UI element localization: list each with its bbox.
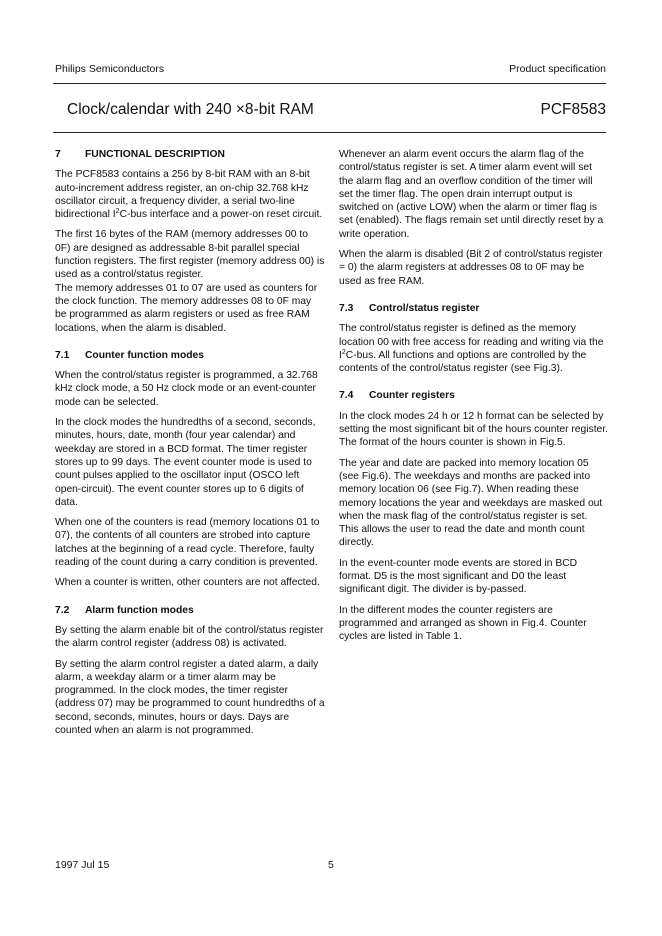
paragraph: In the different modes the counter registers are programmed and arranged as shown in Fig.4. Counter cycles are listed in Table 1.	[339, 604, 587, 643]
paragraph: By setting the alarm control register a dated alarm, a daily alarm, a weekday alarm or a timer alarm may be programmed. In the clock modes, the timer register (address 07) may be programmed to count hundredths of a second, seconds, minutes, hours or days. Days are counted when an alarm is not programmed.	[55, 658, 325, 736]
paragraph: Whenever an alarm event occurs the alarm flag of the control/status register is set. A timer alarm event will set the alarm flag and an overflow condition of the timer will set the timer flag. The open drain interrupt output is switched on (active LOW) when the alarm or timer flag is set (enabled). The flags remain set until directly reset by a write operation.	[339, 149, 604, 240]
section-number: 7.3	[339, 302, 354, 314]
page-number: 5	[328, 859, 334, 871]
paragraph: When the alarm is disabled (Bit 2 of control/status register = 0) the alarm registers at addresses 08 to 0F may be used as free RAM.	[339, 249, 603, 287]
document-title: Clock/calendar with 240 ×8-bit RAM	[67, 101, 314, 118]
text-run: The PCF8583 contains a 256 by 8-bit RAM with an 8-bit auto-increment address register, an on-chip 32.768 kHz oscillator circuit, a frequency divider, a serial two-line bidirectional I	[55, 169, 310, 221]
footer-date: 1997 Jul 15	[55, 859, 110, 871]
text-run: The control/status register is defined as the memory location 00 with free access for reading and writing via the I	[339, 323, 604, 361]
section-number: 7.1	[55, 349, 70, 361]
header-rule-bottom	[53, 132, 606, 133]
left-column	[55, 148, 325, 744]
paragraph: The memory addresses 01 to 07 are used as counters for the clock function. The memory addresses 08 to 0F may be programmed as alarm registers or used as free RAM locations, when the alarm is disabled.	[55, 282, 318, 334]
superscript: 2	[341, 348, 346, 356]
section-7-2-heading	[55, 604, 325, 617]
superscript: 2	[115, 208, 120, 216]
paragraph: When a counter is written, other counters are not affected.	[55, 577, 320, 589]
section-title: FUNCTIONAL DESCRIPTION	[85, 149, 225, 160]
document-type: Product specification	[509, 63, 606, 75]
company-name: Philips Semiconductors	[55, 63, 165, 75]
section-title: Counter function modes	[85, 349, 204, 361]
paragraph: By setting the alarm enable bit of the control/status register the alarm control register (address 08) is activated.	[55, 624, 324, 650]
section-number: 7	[55, 149, 61, 160]
right-column	[339, 148, 609, 651]
section-7-4-heading	[339, 389, 609, 402]
section-number: 7.4	[339, 390, 354, 402]
paragraph	[339, 322, 609, 375]
section-7-1-heading	[55, 349, 325, 362]
paragraph: The first 16 bytes of the RAM (memory addresses 00 to 0F) are designed as addressable 8-bit parallel special function registers. The first register (memory address 00) is used as a control/status register.	[55, 229, 325, 281]
section-number: 7.2	[55, 604, 70, 616]
header-rule-top	[53, 83, 606, 84]
paragraph: When one of the counters is read (memory locations 01 to 07), the contents of all counters are strobed into capture latches at the beginning of a read cycle. Therefore, faulty reading of the count during a carry condition is prevented.	[55, 517, 320, 569]
section-title: Counter registers	[369, 390, 455, 402]
section-title: Alarm function modes	[85, 604, 194, 616]
paragraph: In the event-counter mode events are stored in BCD format. D5 is the most significant and D0 the least significant digit. The divider is by-passed.	[339, 557, 578, 596]
section-7-heading	[55, 148, 325, 161]
paragraph: In the clock modes 24 h or 12 h format can be selected by setting the most significant bit of the hours counter register. The format of the hours counter is shown in Fig.5.	[339, 410, 609, 449]
section-title: Control/status register	[369, 302, 480, 314]
paragraph: The year and date are packed into memory location 05 (see Fig.6). The weekdays and months are packed into memory location 06 (see Fig.7). When reading these memory locations the year and weekdays are masked out when the mask flag of the control/status register is set. This allows the user to read the date and month count directly.	[339, 457, 603, 549]
text-run: C-bus. All functions and options are controlled by the contents of the control/status register (see Fig.3).	[339, 349, 587, 375]
paragraph	[55, 168, 325, 221]
text-run: C-bus interface and a power-on reset circuit.	[119, 209, 323, 221]
paragraph: When the control/status register is programmed, a 32.768 kHz clock mode, a 50 Hz clock mode or an event-counter mode can be selected.	[55, 370, 318, 408]
paragraph: In the clock modes the hundredths of a second, seconds, minutes, hours, date, month (four year calendar) and weekday are stored in a BCD format. The timer register stores up to 99 days. The event counter mode is used to count pulses applied to the oscillator input (OSCO left open-circuit). The event counter stores up to 6 digits of data.	[55, 417, 316, 508]
section-7-3-heading	[339, 302, 609, 315]
part-number: PCF8583	[540, 101, 606, 118]
